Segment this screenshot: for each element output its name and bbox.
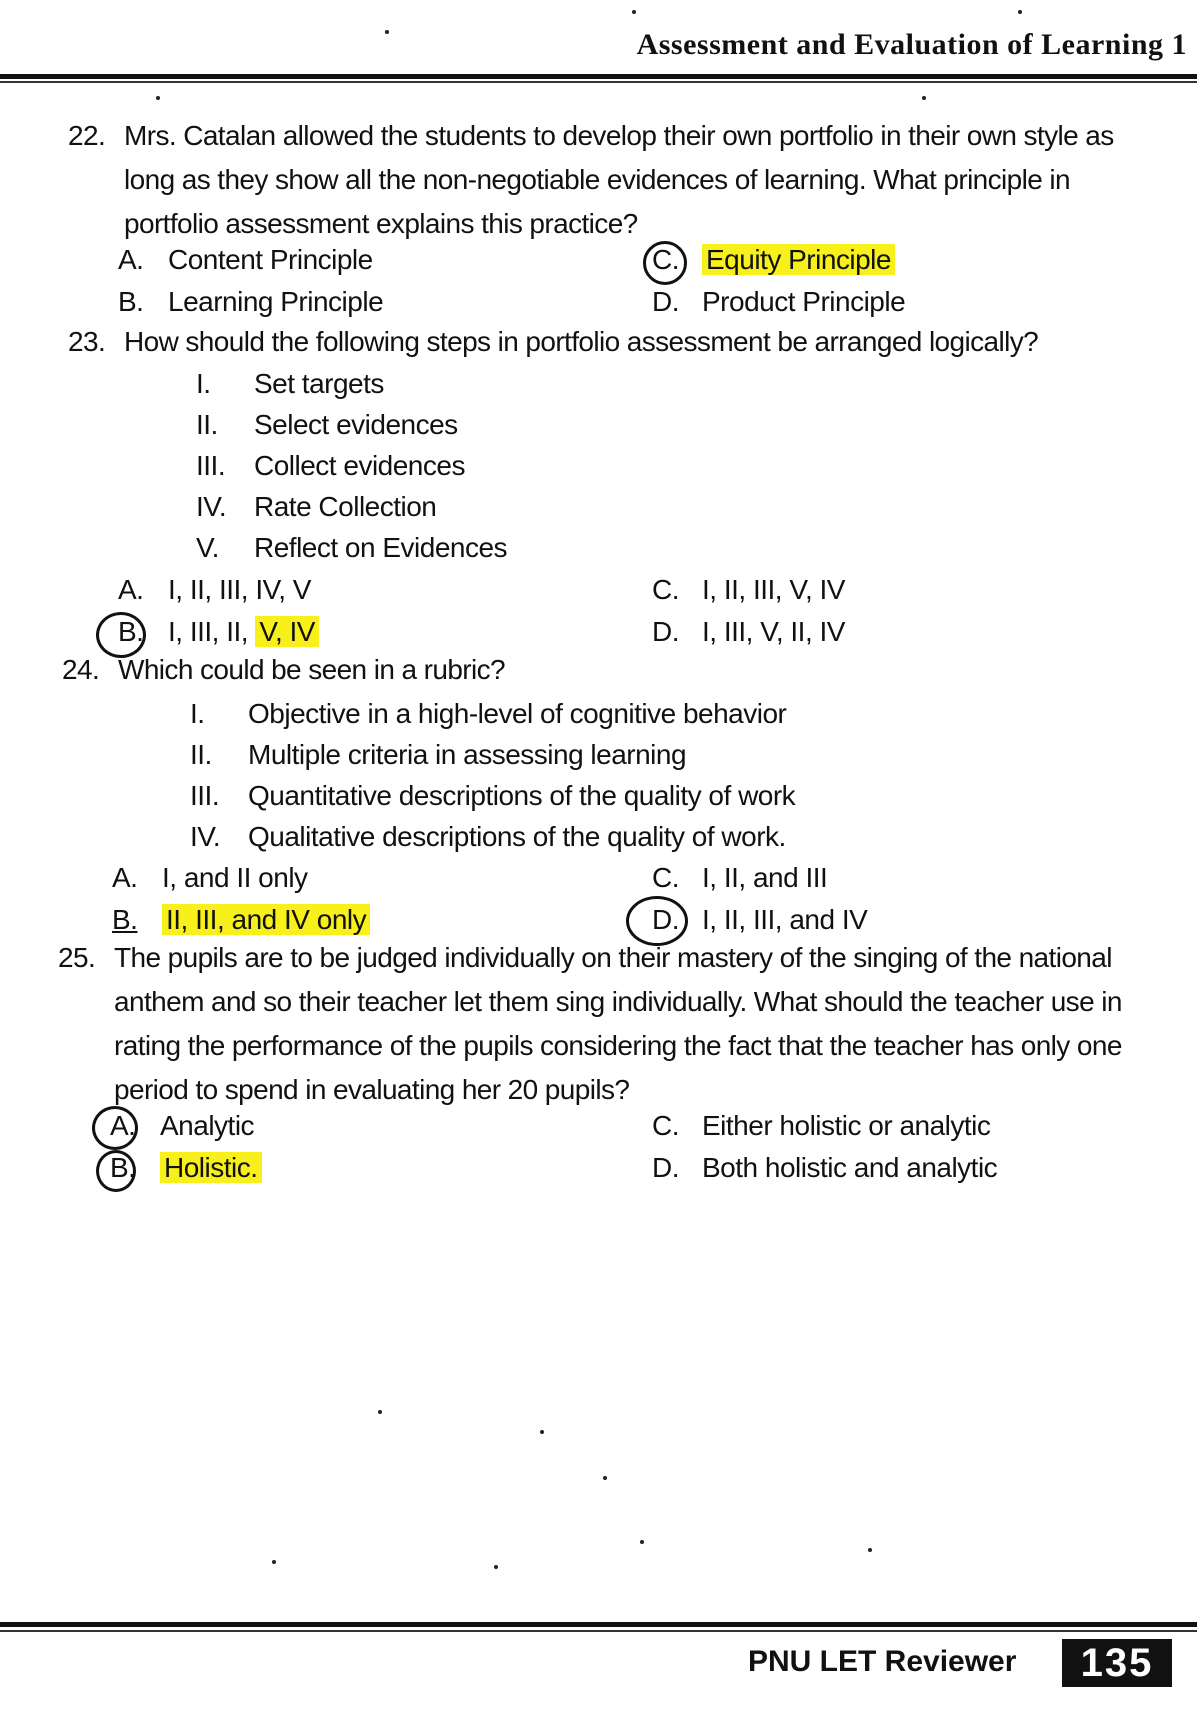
option-22-d: D. Product Principle	[652, 286, 906, 317]
question-25	[58, 936, 1124, 1112]
step-item: III. Collect evidences	[196, 450, 465, 481]
scan-speck	[385, 30, 389, 34]
scan-speck	[378, 1410, 382, 1414]
option-23-c: C. I, II, III, V, IV	[652, 574, 845, 605]
scan-speck	[922, 96, 926, 100]
step-item: IV. Rate Collection	[196, 491, 437, 522]
option-24-d: D. I, II, III, and IV	[652, 904, 868, 935]
question-number: 22.	[68, 120, 106, 151]
criteria-item: III. Quantitative descriptions of the quality of work	[190, 780, 796, 811]
option-24-a: A. I, and II only	[112, 862, 308, 893]
header-rule-thin	[0, 81, 1197, 83]
step-item: II. Select evidences	[196, 409, 458, 440]
answer-circle-mark	[92, 1106, 138, 1150]
question-text: Mrs. Catalan allowed the students to develop their own portfolio in their own style as long as they show all the non-negotiable evidences of learning. What principle in portfolio assessment explains this practice?	[124, 120, 1114, 239]
option-25-a: A. Analytic	[110, 1110, 255, 1141]
answer-circle-mark	[643, 241, 687, 285]
question-text: How should the following steps in portfolio assessment be arranged logically?	[124, 326, 1039, 357]
scan-speck	[868, 1548, 872, 1552]
option-23-a: A. I, II, III, IV, V	[118, 574, 311, 605]
scan-speck	[156, 96, 160, 100]
scan-speck	[640, 1540, 644, 1544]
page-number: 135	[1062, 1639, 1172, 1687]
highlighted-answer: V, IV	[255, 616, 319, 647]
option-22-a: A. Content Principle	[118, 244, 373, 275]
header-rule	[0, 74, 1197, 79]
step-item: I. Set targets	[196, 368, 384, 399]
question-23	[68, 320, 1134, 364]
question-24	[62, 648, 1128, 692]
question-number: 25.	[58, 942, 96, 973]
option-23-b: B. I, III, II, V, IV	[118, 610, 319, 654]
highlighted-answer: Holistic.	[160, 1152, 262, 1183]
scan-speck	[494, 1565, 498, 1569]
footer-label: PNU LET Reviewer	[748, 1645, 1017, 1678]
criteria-item: II. Multiple criteria in assessing learning	[190, 739, 687, 770]
option-25-b: B. Holistic.	[110, 1146, 262, 1190]
option-22-c: C. Equity Principle	[652, 238, 895, 282]
footer-rule	[0, 1622, 1197, 1627]
option-22-b: B. Learning Principle	[118, 286, 384, 317]
scan-speck	[1018, 10, 1022, 14]
option-25-c: C. Either holistic or analytic	[652, 1110, 991, 1141]
option-25-d: D. Both holistic and analytic	[652, 1152, 998, 1183]
criteria-item: IV. Qualitative descriptions of the quality of work.	[190, 821, 786, 852]
scan-speck	[603, 1476, 607, 1480]
question-number: 23.	[68, 326, 106, 357]
scan-speck	[272, 1560, 276, 1564]
criteria-item: I. Objective in a high-level of cognitive behavior	[190, 698, 787, 729]
step-item: V. Reflect on Evidences	[196, 532, 508, 563]
option-24-b: B. II, III, and IV only	[112, 898, 370, 942]
question-text: The pupils are to be judged individually on their mastery of the singing of the national anthem and so their teacher let them sing individually. What should the teacher use in rating the performance of the pupils considering the fact that the teacher has only one period to spend in evaluating her 20 pupils?	[114, 942, 1122, 1105]
running-header: Assessment and Evaluation of Learning 1	[636, 28, 1187, 61]
question-number: 24.	[62, 654, 100, 685]
highlighted-answer: II, III, and IV only	[162, 904, 370, 935]
question-text: Which could be seen in a rubric?	[118, 654, 506, 685]
highlighted-answer: Equity Principle	[702, 244, 895, 275]
option-23-d: D. I, III, V, II, IV	[652, 616, 845, 647]
answer-circle-mark	[96, 1150, 136, 1192]
scan-speck	[632, 10, 636, 14]
scan-speck	[540, 1430, 544, 1434]
question-22	[68, 114, 1134, 246]
footer-rule-thin	[0, 1630, 1197, 1632]
option-24-c: C. I, II, and III	[652, 862, 828, 893]
